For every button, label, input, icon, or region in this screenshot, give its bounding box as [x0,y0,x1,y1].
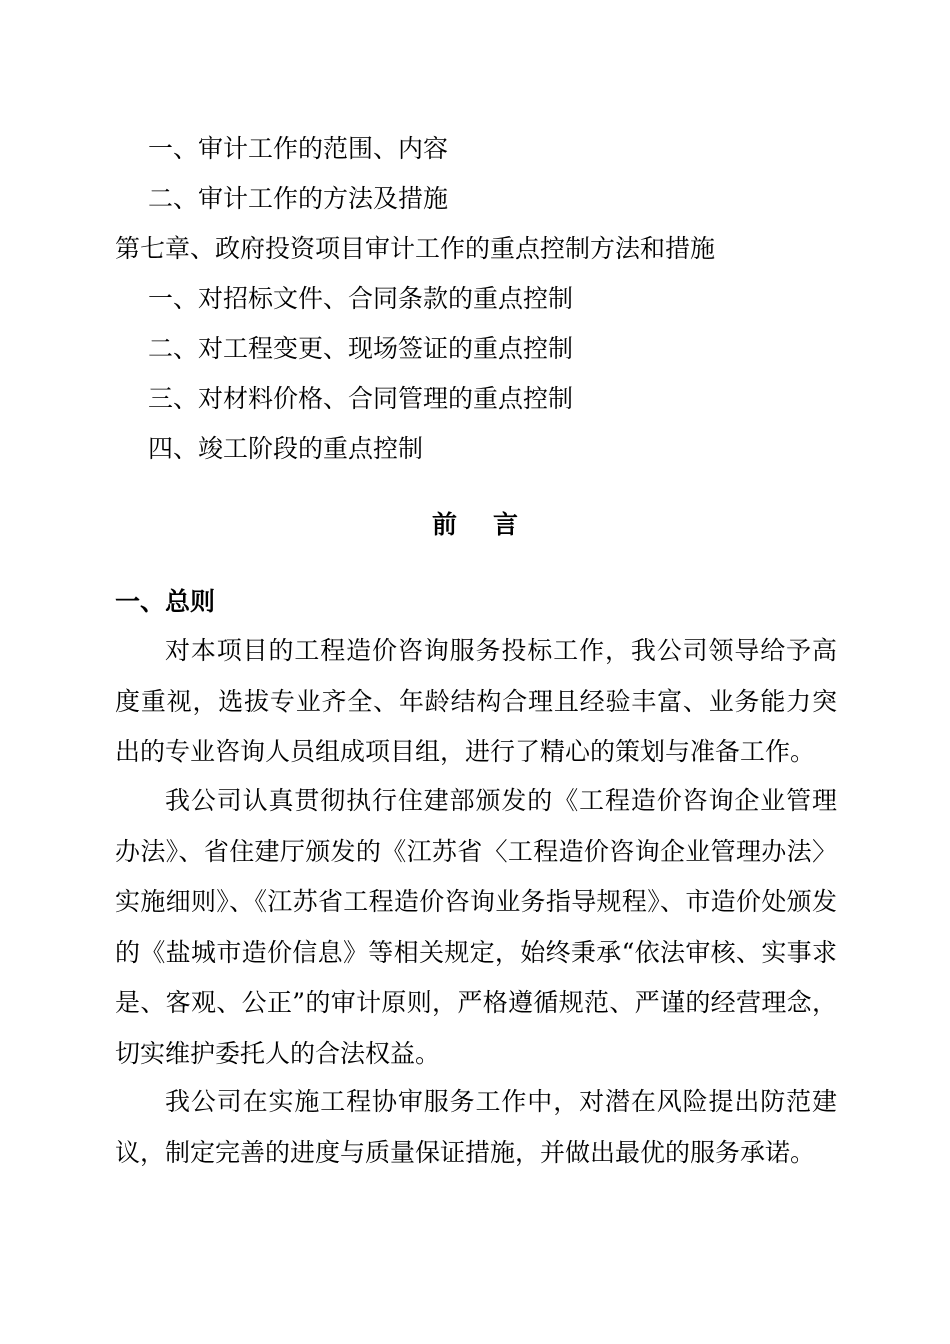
toc-item: 三、对材料价格、合同管理的重点控制 [148,384,574,413]
toc-item: 二、对工程变更、现场签证的重点控制 [148,334,574,363]
toc-chapter: 第七章、政府投资项目审计工作的重点控制方法和措施 [115,234,716,263]
body-paragraph: 我公司在实施工程协审服务工作中，对潜在风险提出防范建议，制定完善的进度与质量保证措施，并做出最优的服务承诺。 [115,1087,837,1167]
section-heading: 一、总则 [115,587,216,616]
body-paragraph: 对本项目的工程造价咨询服务投标工作，我公司领导给予高度重视，选拔专业齐全、年龄结构合理且经验丰富、业务能力突出的专业咨询人员组成项目组，进行了精心的策划与准备工作。 [115,636,837,766]
body-paragraph: 我公司认真贯彻执行住建部颁发的《工程造价咨询企业管理办法》、省住建厅颁发的《江苏省〈工程造价咨询企业管理办法〉实施细则》、《江苏省工程造价咨询业务指导规程》、市造价处颁发的《盐城市造价信息》等相关规定，始终秉承“依法审核、实事求是、客观、公正”的审计原则，严格遵循规范、严谨的经营理念，切实维护委托人的合法权益。 [115,786,837,1068]
toc-item: 二、审计工作的方法及措施 [148,184,449,213]
toc-item: 四、竣工阶段的重点控制 [148,434,424,463]
preface-title: 前言 [431,510,554,539]
toc-item: 一、对招标文件、合同条款的重点控制 [148,284,574,313]
toc-item: 一、审计工作的范围、内容 [148,134,449,163]
